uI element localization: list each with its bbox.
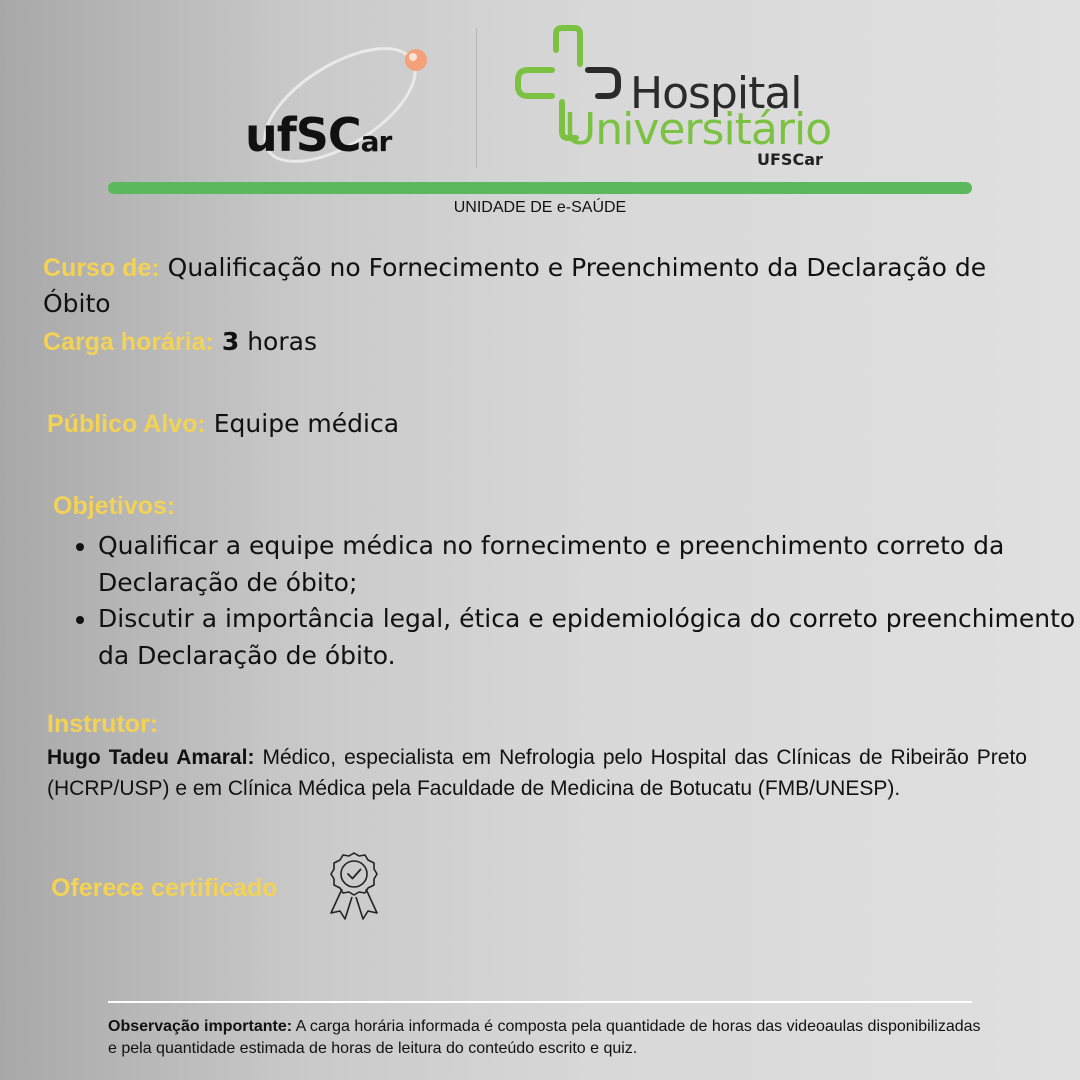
award-ribbon-icon xyxy=(328,851,380,923)
footer-note xyxy=(108,1016,988,1060)
footer-note-text: A carga horária informada é composta pela quantidade de horas das videoaulas disponibilizadas e pela quantidade estimada de horas de leitura do conteúdo escrito e quiz. xyxy=(108,1018,981,1057)
ufscar-wordmark-sc: SC xyxy=(295,108,361,162)
ufscar-wordmark-uf: uf xyxy=(245,108,296,162)
hours-number: 3 xyxy=(221,327,240,356)
course-line xyxy=(43,250,1043,322)
hours-unit: horas xyxy=(247,327,317,356)
audience-line xyxy=(47,406,399,442)
universitario-wordmark: Universitário xyxy=(564,104,832,155)
instructor-description: Médico, especialista em Nefrologia pelo Hospital das Clínicas de Ribeirão Preto (HCRP/USP) e em Clínica Médica pela Faculdade de Medicina de Botucatu (FMB/UNESP). xyxy=(47,746,1027,800)
footer-divider xyxy=(108,1001,972,1003)
hospital-wordmark: Hospital xyxy=(630,68,802,119)
header-divider xyxy=(476,28,477,168)
hours-label: Carga horária: xyxy=(43,328,214,356)
footer-note-label: Observação importante: xyxy=(108,1018,293,1035)
objectives-label: Objetivos: xyxy=(53,492,176,520)
objectives-list xyxy=(62,528,1080,674)
award-ribbon-icon-svg xyxy=(328,851,380,923)
objective-item: • Discutir a importância legal, ética e epidemiológica do correto preenchimento da Declaração de óbito. xyxy=(98,601,1080,674)
audience-label: Público Alvo: xyxy=(47,410,206,438)
header-accent-bar xyxy=(108,182,972,194)
instructor-bio xyxy=(47,742,1027,804)
ufscar-wordmark xyxy=(245,108,391,162)
certificate-label: Oferece certificado xyxy=(51,874,278,902)
instructor-name: Hugo Tadeu Amaral: xyxy=(47,746,255,769)
hours-line xyxy=(43,324,317,360)
instructor-label: Instrutor: xyxy=(47,710,159,738)
ufscar-wordmark-ar: ar xyxy=(360,125,392,158)
hospital-ufscar-label: UFSCar xyxy=(757,150,823,169)
objective-item: • Qualificar a equipe médica no fornecimento e preenchimento correto da Declaração de óbito; xyxy=(98,528,1080,601)
course-label: Curso de: xyxy=(43,254,160,282)
hospital-universitario-logo xyxy=(512,24,842,174)
unit-label: UNIDADE DE e-SAÚDE xyxy=(453,199,627,216)
audience-value: Equipe médica xyxy=(213,409,400,438)
ufscar-logo xyxy=(245,40,445,170)
course-title: Qualificação no Fornecimento e Preenchimento da Declaração de Óbito xyxy=(43,253,987,318)
